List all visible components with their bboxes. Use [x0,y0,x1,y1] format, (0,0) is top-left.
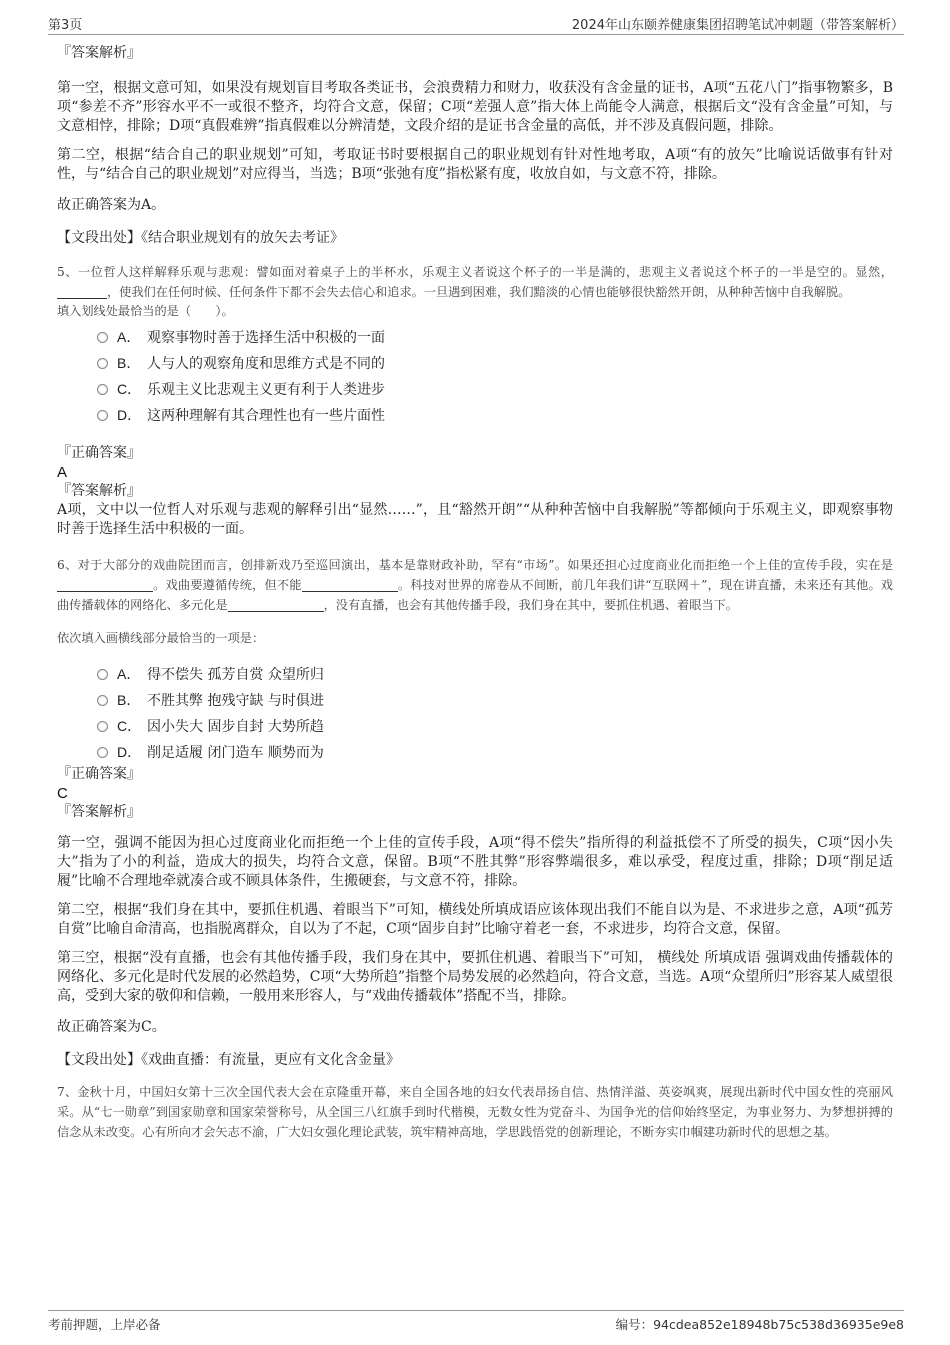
page-number: 第3页 [48,18,83,33]
q7-stem: 7、金秋十月，中国妇女第十三次全国代表大会在京隆重开幕，来自全国各地的妇女代表昂扬自信、热情洋溢、英姿飒爽，展现出新时代中国女性的亮丽风采。从“七一勋章”到国家勋章和国家荣誉称号，从全国三八红旗手到时代楷模，无数女性为党奋斗、为国争光的信仰始终坚定，为事业努力、为梦想拼搏的信念从未改变。心有所向才会矢志不渝，广大妇女强化理论武装，筑牢精神高地，学思践悟党的创新理论，不断夯实巾帼建功新时代的思想之基。 [57,1085,893,1139]
q6-option-c[interactable]: C． 因小失大 固步自封 大势所趋 [97,713,893,739]
radio-icon[interactable] [97,747,108,758]
q4-source: 【文段出处】《结合职业规划有的放矢去考证》 [57,230,344,246]
document-title: 2024年山东颐养健康集团招聘笔试冲刺题（带答案解析） [571,18,904,33]
q6-answer: C [57,785,68,802]
page-footer [48,1310,904,1335]
q5-option-b[interactable]: B． 人与人的观察角度和思维方式是不同的 [97,350,893,376]
q6-blank-1 [57,577,153,592]
q6-prompt: 依次填入画横线部分最恰当的一项是： [57,631,265,645]
page-content [57,44,893,1142]
q5-answer-label: 『正确答案』 [57,445,141,461]
radio-icon[interactable] [97,669,108,680]
radio-icon[interactable] [97,721,108,732]
radio-icon[interactable] [97,358,108,369]
q5-analysis: A项，文中以一位哲人对乐观与悲观的解释引出“显然……”，且“豁然开朗”“从种种苦恼中自我解脱”等都倾向于乐观主义，即观察事物时善于选择生活中积极的一面。 [57,502,893,537]
q5-option-a[interactable]: A． 观察事物时善于选择生活中积极的一面 [97,324,893,350]
q6-option-d[interactable]: D． 削足适履 闭门造车 顺势而为 [97,739,893,765]
q6-blank-2 [302,577,398,592]
q5-answer: A [57,464,68,481]
q4-analysis-label: 『答案解析』 [57,45,141,61]
q6-analysis-paragraph-2: 第二空，根据“我们身在其中，要抓住机遇、着眼当下”可知，横线处所填成语应该体现出我们不能自以为是、不求进步之意，A项“孤芳自赏”比喻自命清高，也指脱离群众，自以为了不起，C项“固步自封”比喻守着老一套，不求进步，均符合文意，保留。 [57,902,893,937]
q5-option-d[interactable]: D． 这两种理解有其合理性也有一些片面性 [97,402,893,428]
q5-stem: 5、一位哲人这样解释乐观与悲观：譬如面对着桌子上的半杯水，乐观主义者说这个杯子的一半是满的，悲观主义者说这个杯子的一半是空的。显然，，使我们在任何时候、任何条件下都不会失去信心和追求。一旦遇到困难，我们黯淡的心情也能够很快豁然开朗，从种种苦恼中自我解脱。 [57,265,893,299]
radio-icon[interactable] [97,695,108,706]
q6-analysis-paragraph-1: 第一空，强调不能因为担心过度商业化而拒绝一个上佳的宣传手段，A项“得不偿失”指所得的利益抵偿不了所受的损失，C项“因小失大”指为了小的利益，造成大的损失，均符合文意，保留。B项“不胜其弊”形容弊端很多，难以承受，程度过重，排除；D项“削足适履”比喻不合理地牵就凑合或不顾具体条件，生搬硬套，与文意不符，排除。 [57,835,893,889]
q6-analysis-label: 『答案解析』 [57,804,141,820]
q4-analysis-paragraph-1: 第一空，根据文意可知，如果没有规划盲目考取各类证书，会浪费精力和财力，收获没有含金量的证书，A项“五花八门”指事物繁多，B项“参差不齐”形容水平不一或很不整齐，均符合文意，保留；C项“差强人意”指大体上尚能令人满意，根据后文“没有含金量”可知，与文意相悖，排除；D项“真假难辨”指真假难以分辨清楚，文段介绍的是证书含金量的高低，并不涉及真假问题，排除。 [57,80,893,134]
q4-analysis-paragraph-2: 第二空，根据“结合自己的职业规划”可知，考取证书时要根据自己的职业规划有针对性地考取，A项“有的放矢”比喻说话做事有针对性，与“结合自己的职业规划”对应得当，当选；B项“张弛有度”指松紧有度，收放自如，与文意不符，排除。 [57,147,893,182]
q4-conclusion: 故正确答案为A。 [57,197,166,213]
q6-stem: 6、对于大部分的戏曲院团而言，创排新戏乃至巡回演出，基本是靠财政补助，罕有“市场”。如果还担心过度商业化而拒绝一个上佳的宣传手段，实在是。戏曲要遵循传统，但不能 。科技对世界的席卷从不间断，前几年我们讲“互联网＋”，现在讲直播，未来还有其他。戏曲传播载体的网络化、多元化是 ，没有直播，也会有其他传播手段，我们身在其中，要抓住机遇、着眼当下。 [57,558,893,612]
radio-icon[interactable] [97,384,108,395]
radio-icon[interactable] [97,332,108,343]
footer-slogan: 考前押题，上岸必备 [48,1317,161,1332]
q5-options [57,324,893,428]
q6-options [57,661,893,765]
q6-option-b[interactable]: B． 不胜其弊 抱残守缺 与时俱进 [97,687,893,713]
q6-blank-3 [228,597,324,612]
q5-option-c[interactable]: C． 乐观主义比悲观主义更有利于人类进步 [97,376,893,402]
footer-serial: 编号：94cdea852e18948b75c538d36935e9e8 [615,1317,904,1332]
q6-conclusion: 故正确答案为C。 [57,1019,166,1035]
q6-option-a[interactable]: A． 得不偿失 孤芳自赏 众望所归 [97,661,893,687]
q6-source: 【文段出处】《戏曲直播：有流量，更应有文化含金量》 [57,1052,400,1068]
q6-analysis-paragraph-3: 第三空，根据“没有直播，也会有其他传播手段，我们身在其中，要抓住机遇、着眼当下”可知， 横线处 所填成语 强调戏曲传播载体的网络化、多元化是时代发展的必然趋势，C项“大势所趋”指整个局势发展的必然趋向，符合文意，当选。A项“众望所归”形容某人威望很高，受到大家的敬仰和信赖，一般用来形容人，与“戏曲传播载体”搭配不当，排除。 [57,950,893,1004]
q5-blank [57,284,107,299]
q5-prompt: 填入划线处最恰当的是（ ）。 [57,304,234,318]
radio-icon[interactable] [97,410,108,421]
page-header [48,12,904,35]
q6-answer-label: 『正确答案』 [57,766,141,782]
q5-analysis-label: 『答案解析』 [57,483,141,499]
